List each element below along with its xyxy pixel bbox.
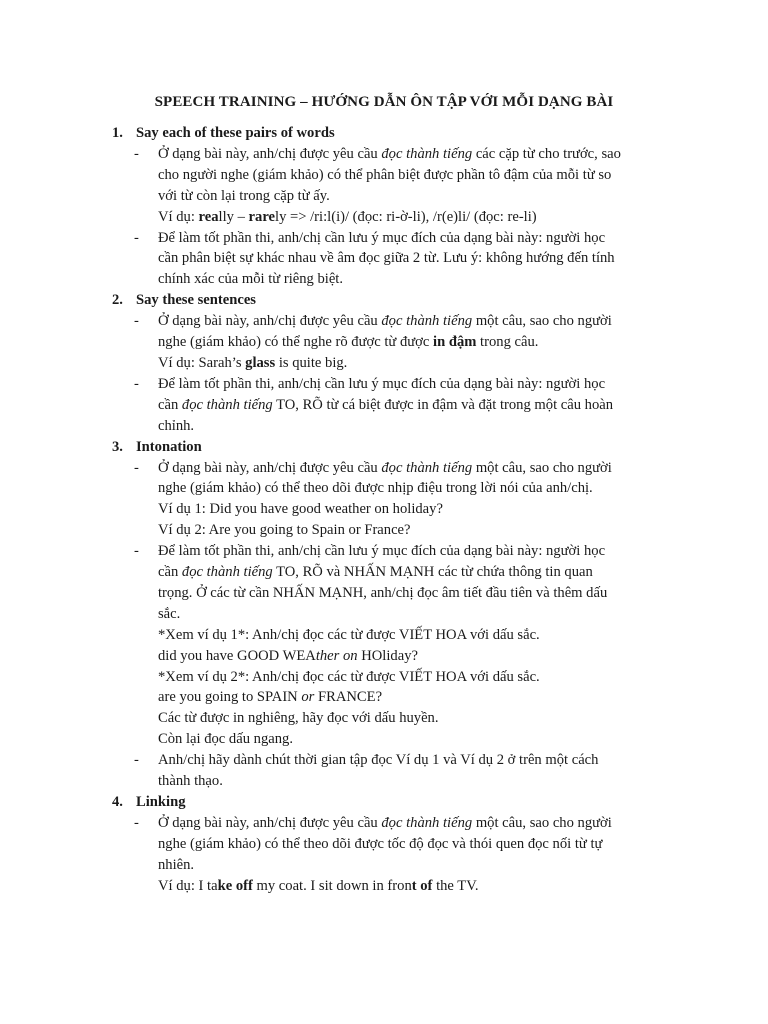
text-segment: TO, RÕ và NHẤN MẠNH các từ chứa thông tin quan bbox=[272, 564, 593, 581]
text-segment: thành thạo. bbox=[158, 773, 223, 790]
text-line bbox=[158, 625, 682, 646]
text-segment: trong câu. bbox=[476, 334, 539, 351]
text-line bbox=[158, 416, 682, 437]
bullet-item bbox=[112, 458, 682, 542]
text-segment: nhiên. bbox=[158, 856, 195, 873]
text-segment: cho người nghe (giám khảo) có thể phân biệt được phần tô đậm của mỗi từ so bbox=[158, 166, 612, 183]
text-line bbox=[158, 750, 682, 771]
text-segment: Ở dạng bài này, anh/chị được yêu cầu bbox=[158, 814, 382, 831]
text-segment: did you have GOOD WEA bbox=[158, 647, 316, 664]
text-segment: nghe (giám khảo) có thể nghe rõ được từ được bbox=[158, 334, 434, 351]
section-heading-text: Say each of these pairs of words bbox=[136, 125, 335, 141]
bullet-dash: - bbox=[134, 375, 139, 392]
italic-text: đọc thành tiếng bbox=[381, 459, 473, 476]
document-title: SPEECH TRAINING – HƯỚNG DẪN ÔN TẬP VỚI MỖI DẠNG BÀI bbox=[154, 94, 614, 110]
italic-text: đọc thành tiếng bbox=[181, 396, 273, 413]
text-line bbox=[158, 834, 682, 855]
bold-text: glass bbox=[245, 354, 276, 371]
section-heading bbox=[112, 290, 682, 311]
text-line bbox=[158, 541, 682, 562]
text-segment: Để làm tốt phần thi, anh/chị cần lưu ý mục đích của dạng bài này: người học bbox=[158, 375, 606, 392]
text-line bbox=[158, 144, 682, 165]
italic-text: đọc thành tiếng bbox=[181, 564, 273, 581]
text-segment: Anh/chị hãy dành chút thời gian tập đọc Ví dụ 1 và Ví dụ 2 ở trên một cách bbox=[158, 752, 599, 769]
text-line bbox=[158, 332, 682, 353]
text-line bbox=[158, 499, 682, 520]
text-segment: Ví dụ: I ta bbox=[158, 877, 218, 894]
text-line bbox=[158, 771, 682, 792]
bullet-item bbox=[112, 813, 682, 897]
text-segment: TO, RÕ từ cá biệt được in đậm và đặt trong một câu hoàn bbox=[272, 396, 614, 413]
bullet-dash: - bbox=[134, 814, 139, 831]
bold-text: t of bbox=[411, 877, 433, 894]
text-line bbox=[158, 687, 682, 708]
text-line bbox=[158, 395, 682, 416]
text-line bbox=[158, 478, 682, 499]
italic-text: ther on bbox=[315, 647, 358, 664]
bullet-dash: - bbox=[134, 229, 139, 246]
text-line bbox=[158, 708, 682, 729]
text-line bbox=[158, 311, 682, 332]
text-segment: một câu, sao cho người bbox=[472, 459, 612, 476]
text-line bbox=[158, 876, 682, 897]
text-segment: sắc. bbox=[158, 605, 181, 622]
text-line bbox=[158, 604, 682, 625]
section-heading bbox=[112, 123, 682, 144]
italic-text: đọc thành tiếng bbox=[381, 313, 473, 330]
text-segment: cần phân biệt sự khác nhau về âm đọc giữa 2 từ. Lưu ý: không hướng đến tính bbox=[158, 250, 615, 267]
italic-text: or bbox=[301, 689, 315, 706]
text-segment: cần bbox=[158, 396, 182, 413]
text-line bbox=[158, 186, 682, 207]
section-number: 4. bbox=[112, 794, 123, 810]
text-line bbox=[158, 583, 682, 604]
text-line bbox=[158, 269, 682, 290]
text-segment: trọng. Ở các từ cần NHẤN MẠNH, anh/chị đọc âm tiết đầu tiên và thêm dấu bbox=[158, 584, 608, 601]
text-line bbox=[158, 520, 682, 541]
text-segment: Ví dụ 2: Are you going to Spain or France? bbox=[158, 522, 411, 539]
text-line bbox=[158, 248, 682, 269]
section-number: 3. bbox=[112, 438, 123, 455]
text-segment: Ở dạng bài này, anh/chị được yêu cầu bbox=[158, 145, 382, 162]
text-line bbox=[158, 855, 682, 876]
text-segment: Để làm tốt phần thi, anh/chị cần lưu ý mục đích của dạng bài này: người học bbox=[158, 229, 606, 246]
bullet-item bbox=[112, 144, 682, 228]
text-segment: the TV. bbox=[432, 877, 479, 894]
text-segment: *Xem ví dụ 1*: Anh/chị đọc các từ được VIẾT HOA với dấu sắc. bbox=[158, 626, 540, 643]
text-segment: Ví dụ: Sarah’s bbox=[158, 354, 246, 371]
bullet-dash: - bbox=[134, 543, 139, 560]
text-segment: HOliday? bbox=[357, 647, 418, 664]
text-segment: Ở dạng bài này, anh/chị được yêu cầu bbox=[158, 313, 382, 330]
bullet-item bbox=[112, 228, 682, 291]
text-segment: are you going to SPAIN bbox=[158, 689, 302, 706]
text-segment: một câu, sao cho người bbox=[472, 814, 612, 831]
bullet-dash: - bbox=[134, 145, 139, 162]
text-line bbox=[158, 165, 682, 186]
bullet-dash: - bbox=[134, 313, 139, 330]
bullet-item bbox=[112, 311, 682, 374]
text-line bbox=[158, 729, 682, 750]
text-segment: Ở dạng bài này, anh/chị được yêu cầu bbox=[158, 459, 382, 476]
document-body bbox=[112, 123, 682, 897]
section-3 bbox=[112, 437, 682, 792]
bullet-item bbox=[112, 750, 682, 792]
text-line bbox=[158, 207, 682, 228]
italic-text: đọc thành tiếng bbox=[381, 814, 473, 831]
bold-text: rare bbox=[248, 208, 276, 225]
bullet-item bbox=[112, 374, 682, 437]
text-segment: lly – bbox=[218, 208, 249, 225]
text-segment: Ví dụ: bbox=[158, 208, 199, 225]
bold-text: in đậm bbox=[433, 334, 477, 351]
text-segment: Ví dụ 1: Did you have good weather on holiday? bbox=[158, 501, 443, 518]
text-segment: chính xác của mỗi từ riêng biệt. bbox=[158, 271, 344, 288]
text-segment: FRANCE? bbox=[314, 689, 383, 706]
text-segment: chỉnh. bbox=[158, 417, 195, 434]
text-segment: *Xem ví dụ 2*: Anh/chị đọc các từ được VIẾT HOA với dấu sắc. bbox=[158, 668, 540, 685]
section-heading bbox=[112, 792, 682, 813]
italic-text: đọc thành tiếng bbox=[381, 145, 473, 162]
text-line bbox=[158, 667, 682, 688]
text-line bbox=[158, 562, 682, 583]
text-segment: nghe (giám khảo) có thể theo dõi được nhịp điệu trong lời nói của anh/chị. bbox=[158, 480, 593, 497]
text-segment: is quite big. bbox=[275, 354, 348, 371]
text-line bbox=[158, 458, 682, 479]
text-segment: Để làm tốt phần thi, anh/chị cần lưu ý mục đích của dạng bài này: người học bbox=[158, 543, 606, 560]
section-2 bbox=[112, 290, 682, 436]
text-line bbox=[158, 353, 682, 374]
text-segment: nghe (giám khảo) có thể theo dõi được tốc độ đọc và thói quen đọc nối từ tự bbox=[158, 835, 603, 852]
text-segment: my coat. I sit down in fron bbox=[252, 877, 412, 894]
text-segment: cần bbox=[158, 564, 182, 581]
bullet-dash: - bbox=[134, 752, 139, 769]
text-line bbox=[158, 813, 682, 834]
text-line bbox=[158, 228, 682, 249]
text-segment: một câu, sao cho người bbox=[472, 313, 612, 330]
section-number: 2. bbox=[112, 292, 123, 309]
section-heading bbox=[112, 437, 682, 458]
text-segment: ly => /ri:l(i)/ (đọc: ri-ờ-li), /r(e)li/ (đọc: re-li) bbox=[275, 208, 537, 225]
section-heading-text: Intonation bbox=[136, 438, 202, 455]
section-4 bbox=[112, 792, 682, 897]
text-line bbox=[158, 374, 682, 395]
section-heading-text: Linking bbox=[136, 794, 186, 810]
text-segment: với từ còn lại trong cặp từ ấy. bbox=[158, 187, 330, 204]
bold-text: rea bbox=[198, 208, 219, 225]
section-1 bbox=[112, 123, 682, 290]
bullet-item bbox=[112, 541, 682, 750]
text-segment: Còn lại đọc dấu ngang. bbox=[158, 731, 293, 748]
text-segment: Các từ được in nghiêng, hãy đọc với dấu huyền. bbox=[158, 710, 439, 727]
section-number: 1. bbox=[112, 125, 123, 141]
bullet-dash: - bbox=[134, 459, 139, 476]
bold-text: ke off bbox=[217, 877, 253, 894]
text-line bbox=[158, 646, 682, 667]
text-segment: các cặp từ cho trước, sao bbox=[472, 145, 621, 162]
section-heading-text: Say these sentences bbox=[136, 292, 256, 309]
